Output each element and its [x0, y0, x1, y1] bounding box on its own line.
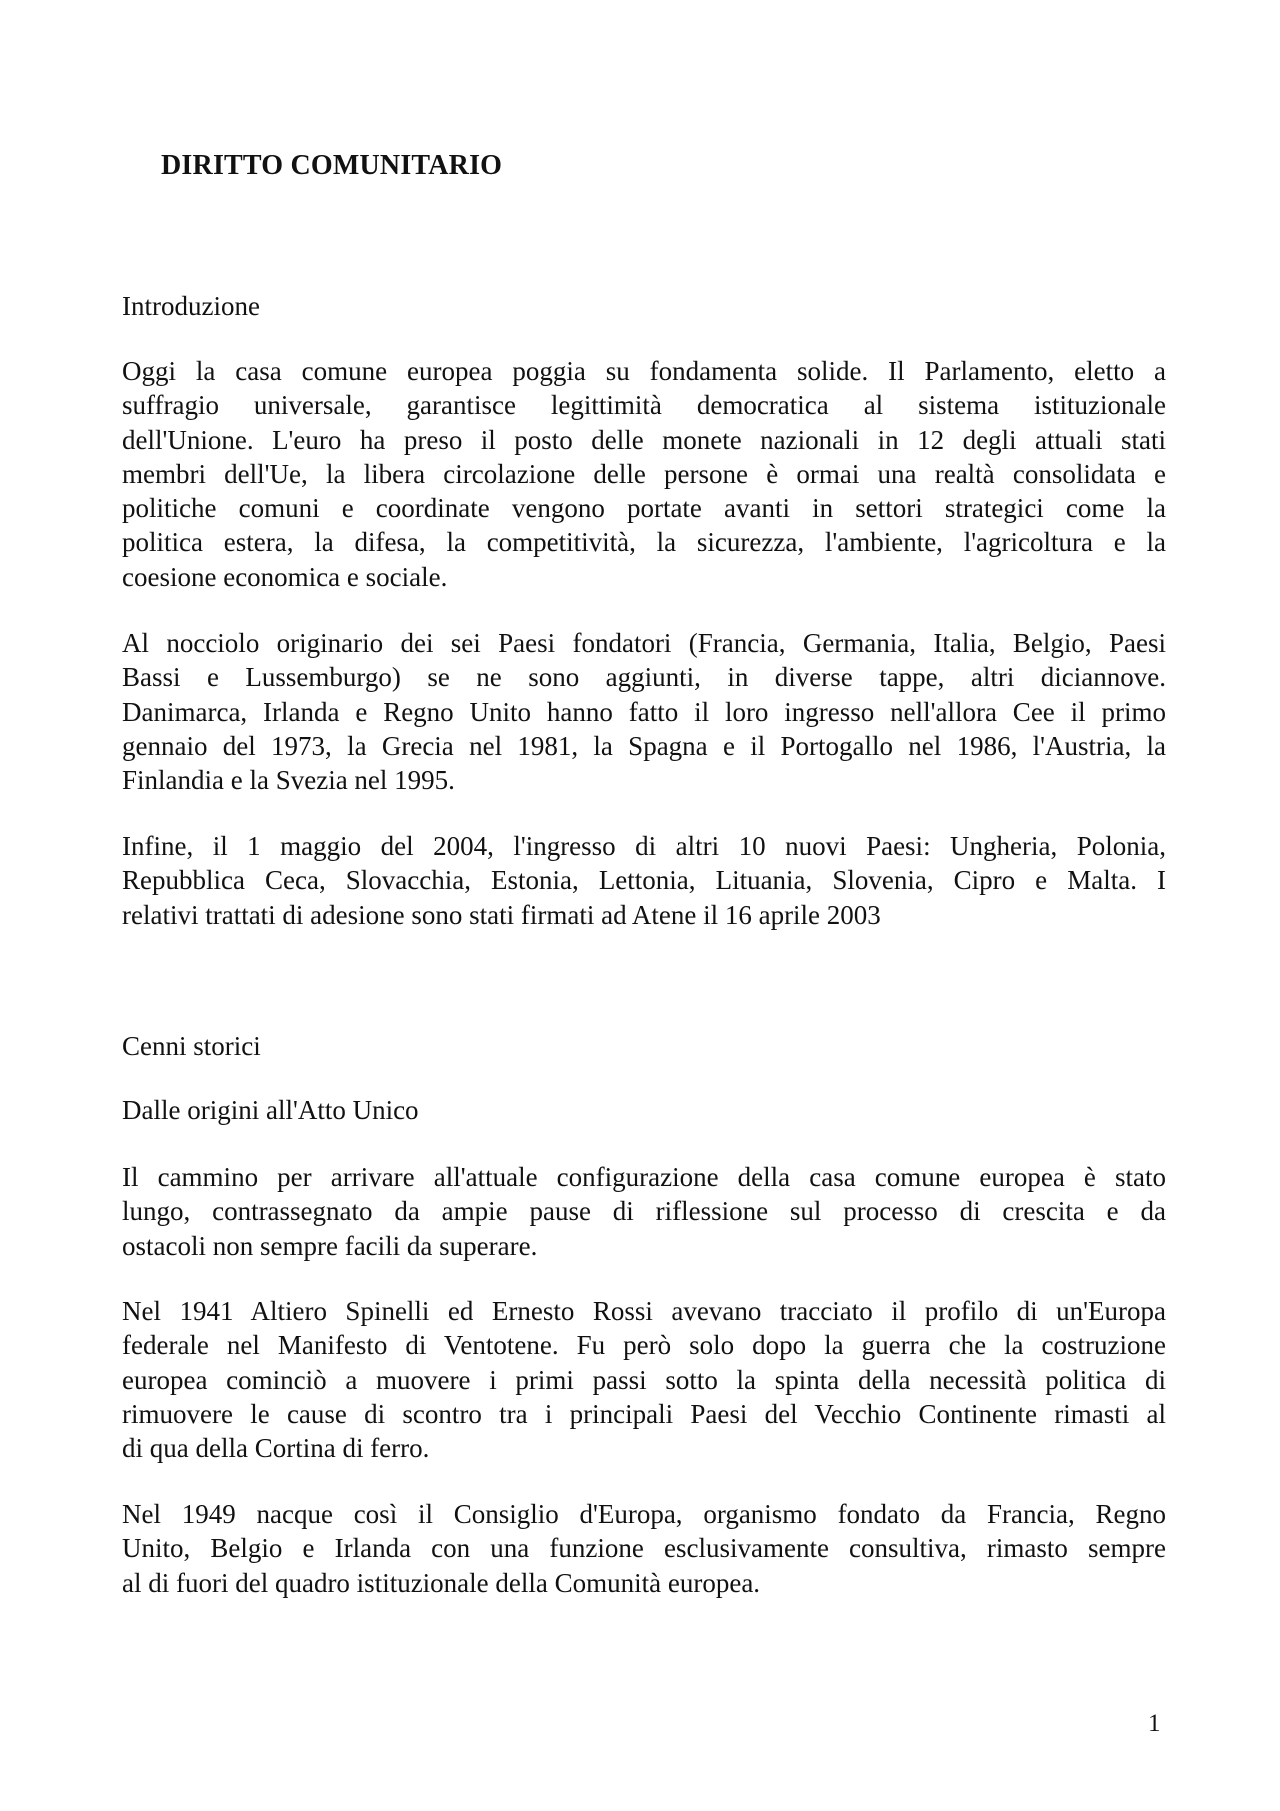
paragraph: [122, 626, 1166, 797]
text-line: lungo, contrassegnato da ampie pause di riflessione sul processo di crescita e da: [122, 1196, 1166, 1227]
document-title: DIRITTO COMUNITARIO: [161, 150, 503, 181]
text-line: Il cammino per arrivare all'attuale configurazione della casa comune europea è stato: [122, 1162, 1166, 1192]
paragraph: [122, 1497, 1166, 1600]
text-line: dell'Unione. L'euro ha preso il posto delle monete nazionali in 12 degli attuali stati: [122, 424, 1166, 455]
text-line: gennaio del 1973, la Grecia nel 1981, la Spagna e il Portogallo nel 1986, l'Austria, la: [122, 730, 1166, 761]
text-line: politica estera, la difesa, la competitività, la sicurezza, l'ambiente, l'agricoltura e la: [122, 527, 1166, 558]
text-line: rimuovere le cause di scontro tra i principali Paesi del Vecchio Continente rimasti al: [122, 1398, 1166, 1429]
text-line: federale nel Manifesto di Ventotene. Fu però solo dopo la guerra che la costruzione: [122, 1330, 1166, 1361]
text-line: Oggi la casa comune europea poggia su fondamenta solide. Il Parlamento, eletto a: [122, 356, 1166, 386]
section-heading-cenni-storici: Cenni storici: [122, 1031, 261, 1061]
text-line: coesione economica e sociale.: [122, 561, 448, 592]
text-line: europea cominciò a muovere i primi passi sotto la spinta della necessità politica di: [122, 1364, 1166, 1395]
text-line: Infine, il 1 maggio del 2004, l'ingresso di altri 10 nuovi Paesi: Ungheria, Polonia,: [122, 831, 1166, 861]
text-line: relativi trattati di adesione sono stati firmati ad Atene il 16 aprile 2003: [122, 899, 881, 930]
text-line: Finlandia e la Svezia nel 1995.: [122, 765, 455, 796]
text-line: Unito, Belgio e Irlanda con una funzione esclusivamente consultiva, rimasto sempre: [122, 1533, 1166, 1564]
text-line: al di fuori del quadro istituzionale della Comunità europea.: [122, 1567, 761, 1598]
text-line: Nel 1949 nacque così il Consiglio d'Europa, organismo fondato da Francia, Regno: [122, 1499, 1166, 1529]
page-number: 1: [1148, 1710, 1161, 1737]
text-line: membri dell'Ue, la libera circolazione delle persone è ormai una realtà consolidata e: [122, 458, 1166, 489]
paragraph: [122, 829, 1166, 932]
subsection-heading: Dalle origini all'Atto Unico: [122, 1095, 419, 1125]
paragraph: [122, 1294, 1166, 1465]
text-line: Nel 1941 Altiero Spinelli ed Ernesto Rossi avevano tracciato il profilo di un'Europa: [122, 1296, 1166, 1326]
paragraph: [122, 1160, 1166, 1263]
text-line: di qua della Cortina di ferro.: [122, 1433, 430, 1464]
text-line: Al nocciolo originario dei sei Paesi fondatori (Francia, Germania, Italia, Belgio, Paesi: [122, 628, 1166, 658]
text-line: politiche comuni e coordinate vengono portate avanti in settori strategici come la: [122, 493, 1166, 524]
section-heading-introduzione: Introduzione: [122, 291, 260, 321]
text-line: Danimarca, Irlanda e Regno Unito hanno fatto il loro ingresso nell'allora Cee il primo: [122, 696, 1166, 727]
text-line: Bassi e Lussemburgo) se ne sono aggiunti, in diverse tappe, altri diciannove.: [122, 662, 1166, 693]
paragraph: [122, 354, 1166, 594]
text-line: suffragio universale, garantisce legittimità democratica al sistema istituzionale: [122, 390, 1166, 421]
text-line: ostacoli non sempre facili da superare.: [122, 1230, 538, 1261]
text-line: Repubblica Ceca, Slovacchia, Estonia, Lettonia, Lituania, Slovenia, Cipro e Malta. I: [122, 865, 1166, 896]
